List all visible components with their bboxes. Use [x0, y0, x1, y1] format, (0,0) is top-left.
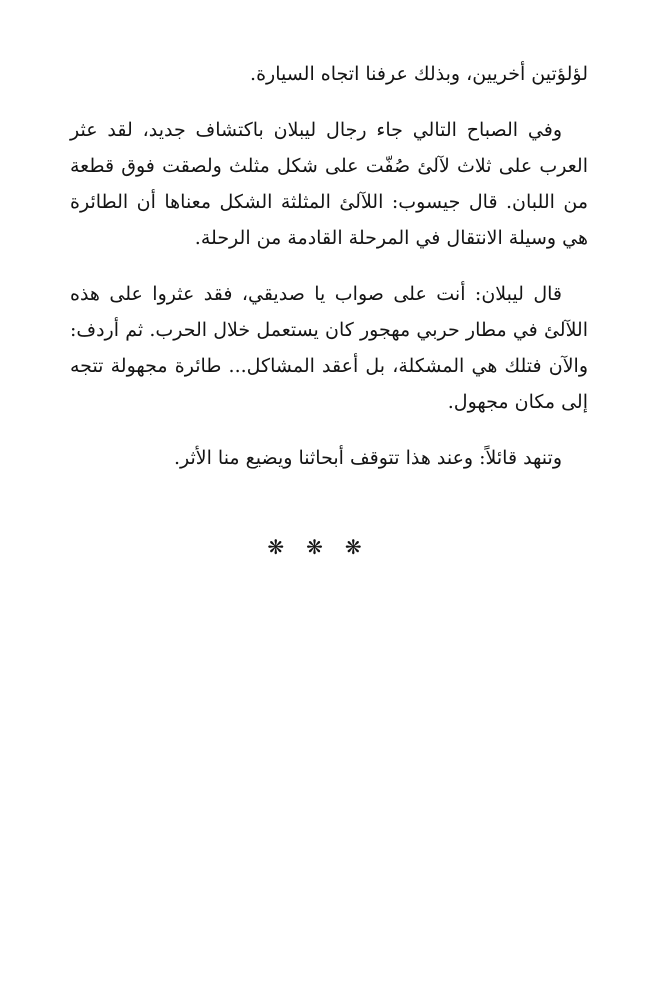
section-break-ornament: ❋❋❋ [267, 535, 384, 559]
paragraph-3: قال ليبلان: أنت على صواب يا صديقي، فقد عثروا على هذه اللآلئ في مطار حربي مهجور كان يستعمل خلال الحرب. ثم أردف: والآن فتلك هي المشكلة، بل أعقد المشاكل... طائرة مجهولة تتجه إلى مكان مجهول. [70, 283, 588, 413]
paragraph-1: لؤلؤتين أخريين، وبذلك عرفنا اتجاه السيارة. [250, 63, 588, 85]
paragraph-2: وفي الصباح التالي جاء رجال ليبلان باكتشاف جديد، لقد عثر العرب على ثلاث لآلئ صُفّت على شكل مثلث ولصقت فوق قطعة من اللبان. قال جيسوب: اللآلئ المثلثة الشكل معناها أن الطائرة هي وسيلة الانتقال في المرحلة القادمة من الرحلة. [70, 119, 588, 249]
paragraph-4: وتنهد قائلاً: وعند هذا تتوقف أبحاثنا ويضيع منا الأثر. [173, 447, 562, 469]
body-text [70, 56, 588, 496]
